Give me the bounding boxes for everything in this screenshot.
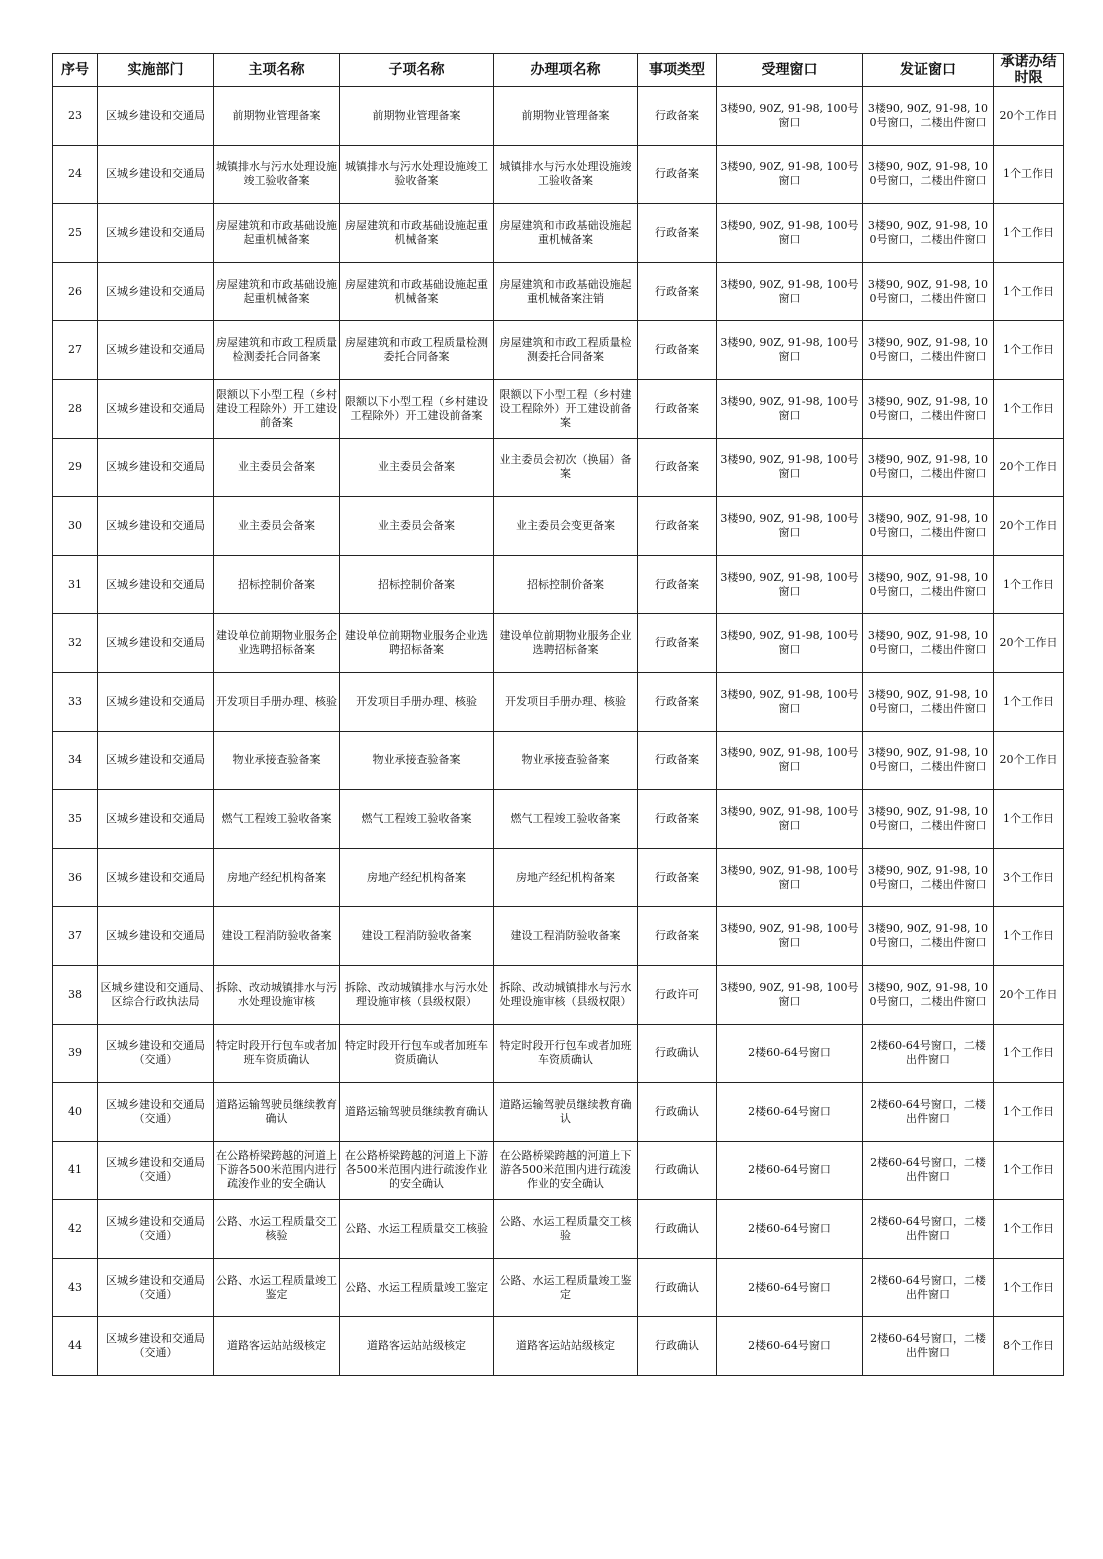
- cell-time-limit: 1个工作日: [994, 321, 1064, 380]
- cell-accept-window: 3楼90, 90Z, 91-98, 100号窗口: [717, 379, 863, 438]
- cell-seq: 27: [53, 321, 98, 380]
- cell-main-item: 房屋建筑和市政工程质量检测委托合同备案: [214, 321, 340, 380]
- cell-sub-item: 建设单位前期物业服务企业选聘招标备案: [340, 614, 494, 673]
- cell-department: 区城乡建设和交通局（交通）: [98, 1200, 214, 1259]
- cell-seq: 23: [53, 87, 98, 146]
- cell-item-type: 行政确认: [638, 1024, 717, 1083]
- cell-issue-window: 3楼90, 90Z, 91-98, 100号窗口，二楼出件窗口: [863, 848, 994, 907]
- cell-handling-item: 房屋建筑和市政工程质量检测委托合同备案: [494, 321, 638, 380]
- cell-seq: 40: [53, 1083, 98, 1142]
- cell-handling-item: 房屋建筑和市政基础设施起重机械备案: [494, 204, 638, 263]
- cell-issue-window: 2楼60-64号窗口，二楼出件窗口: [863, 1141, 994, 1200]
- cell-accept-window: 2楼60-64号窗口: [717, 1200, 863, 1259]
- cell-seq: 35: [53, 790, 98, 849]
- cell-main-item: 特定时段开行包车或者加班车资质确认: [214, 1024, 340, 1083]
- cell-handling-item: 特定时段开行包车或者加班车资质确认: [494, 1024, 638, 1083]
- cell-department: 区城乡建设和交通局（交通）: [98, 1317, 214, 1376]
- cell-accept-window: 3楼90, 90Z, 91-98, 100号窗口: [717, 438, 863, 497]
- header-row: [53, 54, 1064, 87]
- cell-issue-window: 3楼90, 90Z, 91-98, 100号窗口，二楼出件窗口: [863, 204, 994, 263]
- table-row: [53, 848, 1064, 907]
- cell-main-item: 道路客运站站级核定: [214, 1317, 340, 1376]
- cell-handling-item: 招标控制价备案: [494, 555, 638, 614]
- cell-item-type: 行政备案: [638, 379, 717, 438]
- table-row: [53, 262, 1064, 321]
- cell-sub-item: 燃气工程竣工验收备案: [340, 790, 494, 849]
- cell-department: 区城乡建设和交通局: [98, 204, 214, 263]
- cell-time-limit: 1个工作日: [994, 790, 1064, 849]
- cell-accept-window: 3楼90, 90Z, 91-98, 100号窗口: [717, 321, 863, 380]
- cell-accept-window: 3楼90, 90Z, 91-98, 100号窗口: [717, 848, 863, 907]
- cell-seq: 30: [53, 497, 98, 556]
- cell-sub-item: 业主委员会备案: [340, 438, 494, 497]
- cell-seq: 25: [53, 204, 98, 263]
- cell-main-item: 业主委员会备案: [214, 497, 340, 556]
- cell-main-item: 城镇排水与污水处理设施竣工验收备案: [214, 145, 340, 204]
- cell-sub-item: 在公路桥梁跨越的河道上下游各500米范围内进行疏浚作业的安全确认: [340, 1141, 494, 1200]
- cell-time-limit: 8个工作日: [994, 1317, 1064, 1376]
- cell-seq: 38: [53, 965, 98, 1024]
- table-row: [53, 497, 1064, 556]
- table-row: [53, 907, 1064, 966]
- cell-time-limit: 20个工作日: [994, 731, 1064, 790]
- cell-main-item: 招标控制价备案: [214, 555, 340, 614]
- cell-main-item: 道路运输驾驶员继续教育确认: [214, 1083, 340, 1142]
- cell-handling-item: 开发项目手册办理、核验: [494, 672, 638, 731]
- cell-issue-window: 3楼90, 90Z, 91-98, 100号窗口，二楼出件窗口: [863, 145, 994, 204]
- cell-main-item: 业主委员会备案: [214, 438, 340, 497]
- table-row: [53, 379, 1064, 438]
- cell-time-limit: 1个工作日: [994, 1024, 1064, 1083]
- cell-time-limit: 20个工作日: [994, 438, 1064, 497]
- cell-time-limit: 20个工作日: [994, 497, 1064, 556]
- cell-department: 区城乡建设和交通局: [98, 438, 214, 497]
- cell-seq: 24: [53, 145, 98, 204]
- cell-issue-window: 3楼90, 90Z, 91-98, 100号窗口，二楼出件窗口: [863, 614, 994, 673]
- cell-sub-item: 公路、水运工程质量竣工鉴定: [340, 1258, 494, 1317]
- table-row: [53, 1083, 1064, 1142]
- cell-main-item: 建设单位前期物业服务企业选聘招标备案: [214, 614, 340, 673]
- table-row: [53, 555, 1064, 614]
- cell-issue-window: 3楼90, 90Z, 91-98, 100号窗口，二楼出件窗口: [863, 262, 994, 321]
- header-handling-item: 办理项名称: [494, 54, 638, 87]
- cell-accept-window: 2楼60-64号窗口: [717, 1083, 863, 1142]
- cell-handling-item: 拆除、改动城镇排水与污水处理设施审核（县级权限）: [494, 965, 638, 1024]
- cell-item-type: 行政备案: [638, 848, 717, 907]
- cell-item-type: 行政备案: [638, 497, 717, 556]
- cell-handling-item: 在公路桥梁跨越的河道上下游各500米范围内进行疏浚作业的安全确认: [494, 1141, 638, 1200]
- cell-sub-item: 公路、水运工程质量交工核验: [340, 1200, 494, 1259]
- cell-item-type: 行政确认: [638, 1200, 717, 1259]
- cell-issue-window: 3楼90, 90Z, 91-98, 100号窗口，二楼出件窗口: [863, 87, 994, 146]
- cell-item-type: 行政确认: [638, 1083, 717, 1142]
- cell-time-limit: 1个工作日: [994, 379, 1064, 438]
- cell-item-type: 行政备案: [638, 321, 717, 380]
- table-row: [53, 87, 1064, 146]
- cell-item-type: 行政备案: [638, 790, 717, 849]
- table-row: [53, 145, 1064, 204]
- cell-seq: 29: [53, 438, 98, 497]
- cell-department: 区城乡建设和交通局: [98, 145, 214, 204]
- cell-accept-window: 2楼60-64号窗口: [717, 1141, 863, 1200]
- cell-department: 区城乡建设和交通局: [98, 848, 214, 907]
- table-row: [53, 1141, 1064, 1200]
- cell-department: 区城乡建设和交通局: [98, 672, 214, 731]
- cell-sub-item: 建设工程消防验收备案: [340, 907, 494, 966]
- cell-item-type: 行政许可: [638, 965, 717, 1024]
- cell-handling-item: 道路运输驾驶员继续教育确认: [494, 1083, 638, 1142]
- table-row: [53, 1024, 1064, 1083]
- cell-accept-window: 3楼90, 90Z, 91-98, 100号窗口: [717, 965, 863, 1024]
- cell-handling-item: 业主委员会初次（换届）备案: [494, 438, 638, 497]
- cell-item-type: 行政备案: [638, 87, 717, 146]
- cell-issue-window: 2楼60-64号窗口，二楼出件窗口: [863, 1200, 994, 1259]
- cell-accept-window: 3楼90, 90Z, 91-98, 100号窗口: [717, 907, 863, 966]
- cell-department: 区城乡建设和交通局（交通）: [98, 1024, 214, 1083]
- cell-sub-item: 前期物业管理备案: [340, 87, 494, 146]
- cell-main-item: 房屋建筑和市政基础设施起重机械备案: [214, 262, 340, 321]
- cell-department: 区城乡建设和交通局: [98, 907, 214, 966]
- cell-time-limit: 1个工作日: [994, 555, 1064, 614]
- cell-item-type: 行政备案: [638, 438, 717, 497]
- cell-accept-window: 3楼90, 90Z, 91-98, 100号窗口: [717, 614, 863, 673]
- cell-issue-window: 3楼90, 90Z, 91-98, 100号窗口，二楼出件窗口: [863, 965, 994, 1024]
- cell-accept-window: 3楼90, 90Z, 91-98, 100号窗口: [717, 731, 863, 790]
- table-row: [53, 1200, 1064, 1259]
- cell-item-type: 行政确认: [638, 1258, 717, 1317]
- table-row: [53, 790, 1064, 849]
- cell-main-item: 前期物业管理备案: [214, 87, 340, 146]
- cell-handling-item: 公路、水运工程质量竣工鉴定: [494, 1258, 638, 1317]
- cell-department: 区城乡建设和交通局（交通）: [98, 1141, 214, 1200]
- cell-sub-item: 道路运输驾驶员继续教育确认: [340, 1083, 494, 1142]
- cell-handling-item: 建设工程消防验收备案: [494, 907, 638, 966]
- cell-time-limit: 1个工作日: [994, 672, 1064, 731]
- cell-department: 区城乡建设和交通局: [98, 379, 214, 438]
- cell-seq: 44: [53, 1317, 98, 1376]
- cell-issue-window: 3楼90, 90Z, 91-98, 100号窗口，二楼出件窗口: [863, 555, 994, 614]
- cell-seq: 26: [53, 262, 98, 321]
- cell-accept-window: 3楼90, 90Z, 91-98, 100号窗口: [717, 790, 863, 849]
- cell-main-item: 在公路桥梁跨越的河道上下游各500米范围内进行疏浚作业的安全确认: [214, 1141, 340, 1200]
- cell-sub-item: 道路客运站站级核定: [340, 1317, 494, 1376]
- cell-time-limit: 1个工作日: [994, 204, 1064, 263]
- cell-handling-item: 业主委员会变更备案: [494, 497, 638, 556]
- cell-department: 区城乡建设和交通局（交通）: [98, 1083, 214, 1142]
- cell-time-limit: 1个工作日: [994, 1141, 1064, 1200]
- cell-handling-item: 房屋建筑和市政基础设施起重机械备案注销: [494, 262, 638, 321]
- cell-sub-item: 招标控制价备案: [340, 555, 494, 614]
- cell-seq: 36: [53, 848, 98, 907]
- cell-sub-item: 开发项目手册办理、核验: [340, 672, 494, 731]
- header-time-limit: 承诺办结时限: [994, 54, 1064, 87]
- cell-issue-window: 2楼60-64号窗口，二楼出件窗口: [863, 1317, 994, 1376]
- cell-department: 区城乡建设和交通局: [98, 262, 214, 321]
- cell-time-limit: 20个工作日: [994, 87, 1064, 146]
- cell-time-limit: 20个工作日: [994, 614, 1064, 673]
- cell-department: 区城乡建设和交通局: [98, 731, 214, 790]
- cell-accept-window: 2楼60-64号窗口: [717, 1024, 863, 1083]
- cell-sub-item: 拆除、改动城镇排水与污水处理设施审核（县级权限）: [340, 965, 494, 1024]
- cell-item-type: 行政备案: [638, 145, 717, 204]
- header-seq: 序号: [53, 54, 98, 87]
- header-accept-window: 受理窗口: [717, 54, 863, 87]
- cell-seq: 37: [53, 907, 98, 966]
- cell-sub-item: 房屋建筑和市政基础设施起重机械备案: [340, 204, 494, 263]
- cell-issue-window: 3楼90, 90Z, 91-98, 100号窗口，二楼出件窗口: [863, 321, 994, 380]
- cell-time-limit: 1个工作日: [994, 262, 1064, 321]
- cell-accept-window: 2楼60-64号窗口: [717, 1258, 863, 1317]
- cell-main-item: 燃气工程竣工验收备案: [214, 790, 340, 849]
- cell-handling-item: 物业承接查验备案: [494, 731, 638, 790]
- cell-item-type: 行政确认: [638, 1141, 717, 1200]
- cell-main-item: 房地产经纪机构备案: [214, 848, 340, 907]
- items-table: [52, 53, 1064, 1376]
- cell-main-item: 公路、水运工程质量竣工鉴定: [214, 1258, 340, 1317]
- cell-item-type: 行政备案: [638, 614, 717, 673]
- table-row: [53, 204, 1064, 263]
- cell-handling-item: 城镇排水与污水处理设施竣工验收备案: [494, 145, 638, 204]
- cell-sub-item: 城镇排水与污水处理设施竣工验收备案: [340, 145, 494, 204]
- cell-department: 区城乡建设和交通局: [98, 790, 214, 849]
- cell-issue-window: 3楼90, 90Z, 91-98, 100号窗口，二楼出件窗口: [863, 438, 994, 497]
- cell-sub-item: 业主委员会备案: [340, 497, 494, 556]
- header-sub-item: 子项名称: [340, 54, 494, 87]
- cell-sub-item: 限额以下小型工程（乡村建设工程除外）开工建设前备案: [340, 379, 494, 438]
- cell-department: 区城乡建设和交通局: [98, 87, 214, 146]
- cell-accept-window: 3楼90, 90Z, 91-98, 100号窗口: [717, 262, 863, 321]
- table-row: [53, 321, 1064, 380]
- cell-time-limit: 3个工作日: [994, 848, 1064, 907]
- table-row: [53, 965, 1064, 1024]
- header-issue-window: 发证窗口: [863, 54, 994, 87]
- cell-department: 区城乡建设和交通局: [98, 321, 214, 380]
- cell-seq: 41: [53, 1141, 98, 1200]
- cell-item-type: 行政备案: [638, 555, 717, 614]
- cell-handling-item: 限额以下小型工程（乡村建设工程除外）开工建设前备案: [494, 379, 638, 438]
- cell-item-type: 行政备案: [638, 731, 717, 790]
- cell-main-item: 限额以下小型工程（乡村建设工程除外）开工建设前备案: [214, 379, 340, 438]
- cell-issue-window: 3楼90, 90Z, 91-98, 100号窗口，二楼出件窗口: [863, 497, 994, 556]
- table-row: [53, 1258, 1064, 1317]
- cell-handling-item: 公路、水运工程质量交工核验: [494, 1200, 638, 1259]
- cell-accept-window: 3楼90, 90Z, 91-98, 100号窗口: [717, 672, 863, 731]
- table-row: [53, 614, 1064, 673]
- cell-accept-window: 3楼90, 90Z, 91-98, 100号窗口: [717, 87, 863, 146]
- table-row: [53, 731, 1064, 790]
- cell-handling-item: 建设单位前期物业服务企业选聘招标备案: [494, 614, 638, 673]
- cell-sub-item: 房地产经纪机构备案: [340, 848, 494, 907]
- cell-handling-item: 前期物业管理备案: [494, 87, 638, 146]
- cell-accept-window: 3楼90, 90Z, 91-98, 100号窗口: [717, 497, 863, 556]
- cell-issue-window: 3楼90, 90Z, 91-98, 100号窗口，二楼出件窗口: [863, 672, 994, 731]
- table-body: [53, 87, 1064, 1376]
- cell-sub-item: 特定时段开行包车或者加班车资质确认: [340, 1024, 494, 1083]
- cell-issue-window: 3楼90, 90Z, 91-98, 100号窗口，二楼出件窗口: [863, 790, 994, 849]
- cell-main-item: 房屋建筑和市政基础设施起重机械备案: [214, 204, 340, 263]
- cell-item-type: 行政备案: [638, 672, 717, 731]
- cell-handling-item: 燃气工程竣工验收备案: [494, 790, 638, 849]
- cell-issue-window: 2楼60-64号窗口，二楼出件窗口: [863, 1258, 994, 1317]
- cell-department: 区城乡建设和交通局: [98, 555, 214, 614]
- cell-sub-item: 房屋建筑和市政工程质量检测委托合同备案: [340, 321, 494, 380]
- cell-department: 区城乡建设和交通局: [98, 614, 214, 673]
- cell-issue-window: 3楼90, 90Z, 91-98, 100号窗口，二楼出件窗口: [863, 907, 994, 966]
- cell-seq: 39: [53, 1024, 98, 1083]
- cell-department: 区城乡建设和交通局: [98, 497, 214, 556]
- table-row: [53, 1317, 1064, 1376]
- cell-main-item: 建设工程消防验收备案: [214, 907, 340, 966]
- cell-main-item: 物业承接查验备案: [214, 731, 340, 790]
- cell-accept-window: 3楼90, 90Z, 91-98, 100号窗口: [717, 555, 863, 614]
- cell-seq: 31: [53, 555, 98, 614]
- cell-seq: 34: [53, 731, 98, 790]
- cell-item-type: 行政备案: [638, 907, 717, 966]
- cell-seq: 32: [53, 614, 98, 673]
- cell-item-type: 行政备案: [638, 204, 717, 263]
- cell-time-limit: 1个工作日: [994, 145, 1064, 204]
- cell-accept-window: 3楼90, 90Z, 91-98, 100号窗口: [717, 145, 863, 204]
- cell-issue-window: 3楼90, 90Z, 91-98, 100号窗口，二楼出件窗口: [863, 379, 994, 438]
- cell-issue-window: 3楼90, 90Z, 91-98, 100号窗口，二楼出件窗口: [863, 731, 994, 790]
- cell-department: 区城乡建设和交通局（交通）: [98, 1258, 214, 1317]
- cell-seq: 33: [53, 672, 98, 731]
- cell-handling-item: 道路客运站站级核定: [494, 1317, 638, 1376]
- cell-sub-item: 房屋建筑和市政基础设施起重机械备案: [340, 262, 494, 321]
- cell-issue-window: 2楼60-64号窗口，二楼出件窗口: [863, 1083, 994, 1142]
- cell-main-item: 拆除、改动城镇排水与污水处理设施审核: [214, 965, 340, 1024]
- cell-main-item: 开发项目手册办理、核验: [214, 672, 340, 731]
- cell-accept-window: 2楼60-64号窗口: [717, 1317, 863, 1376]
- cell-accept-window: 3楼90, 90Z, 91-98, 100号窗口: [717, 204, 863, 263]
- table-row: [53, 672, 1064, 731]
- cell-item-type: 行政确认: [638, 1317, 717, 1376]
- header-main-item: 主项名称: [214, 54, 340, 87]
- cell-time-limit: 1个工作日: [994, 907, 1064, 966]
- cell-handling-item: 房地产经纪机构备案: [494, 848, 638, 907]
- cell-time-limit: 1个工作日: [994, 1258, 1064, 1317]
- cell-time-limit: 1个工作日: [994, 1083, 1064, 1142]
- cell-department: 区城乡建设和交通局、区综合行政执法局: [98, 965, 214, 1024]
- header-item-type: 事项类型: [638, 54, 717, 87]
- cell-time-limit: 1个工作日: [994, 1200, 1064, 1259]
- cell-seq: 42: [53, 1200, 98, 1259]
- cell-time-limit: 20个工作日: [994, 965, 1064, 1024]
- cell-item-type: 行政备案: [638, 262, 717, 321]
- cell-main-item: 公路、水运工程质量交工核验: [214, 1200, 340, 1259]
- cell-issue-window: 2楼60-64号窗口，二楼出件窗口: [863, 1024, 994, 1083]
- table-row: [53, 438, 1064, 497]
- cell-seq: 43: [53, 1258, 98, 1317]
- cell-sub-item: 物业承接查验备案: [340, 731, 494, 790]
- cell-seq: 28: [53, 379, 98, 438]
- header-department: 实施部门: [98, 54, 214, 87]
